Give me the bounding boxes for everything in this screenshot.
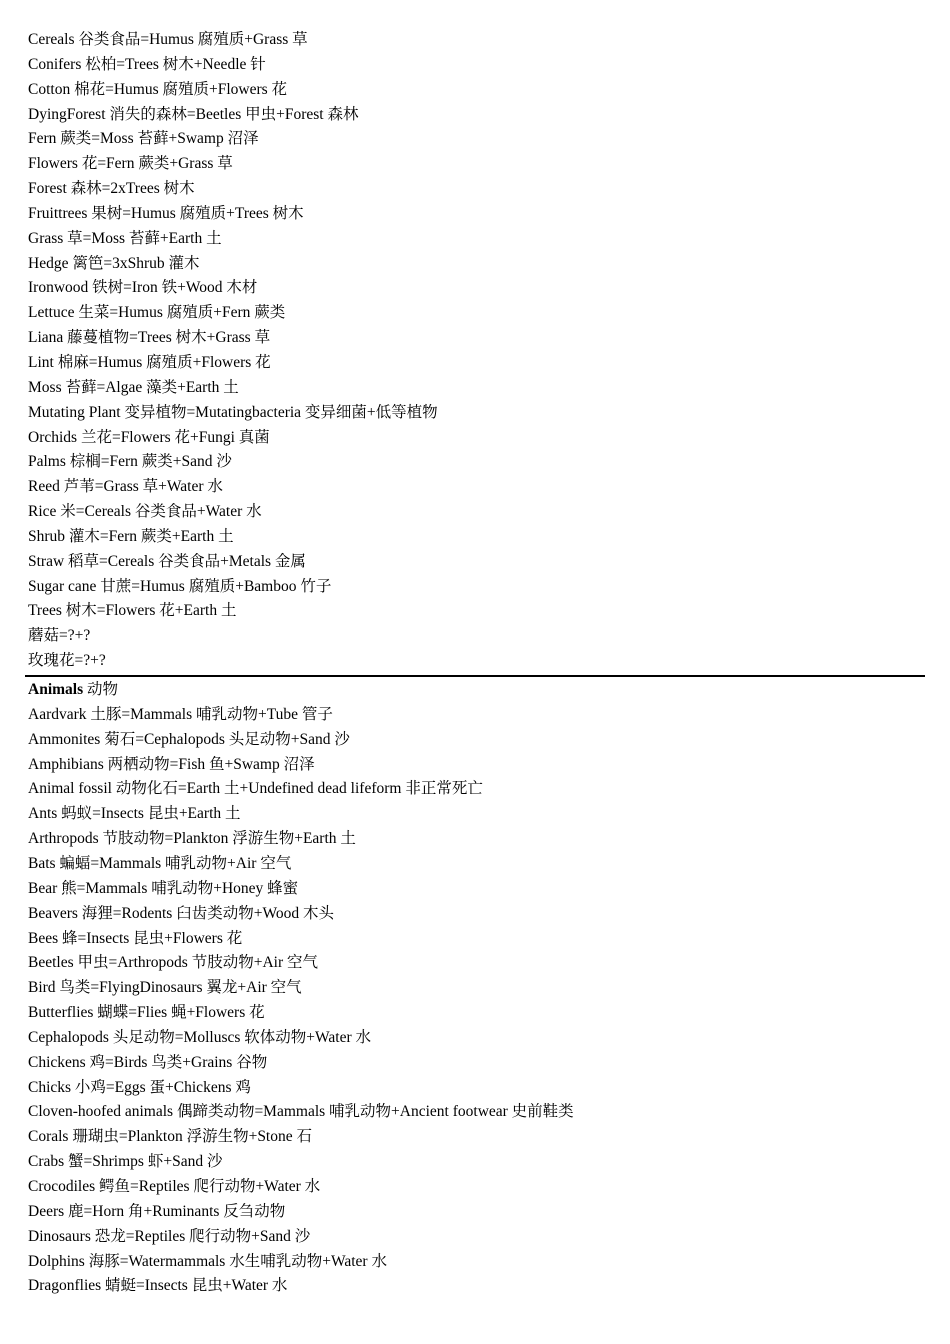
list-item: Cloven-hoofed animals 偶蹄类动物=Mammals 哺乳动物+Ancient footwear 史前鞋类	[28, 1103, 574, 1121]
list-item: Chickens 鸡=Birds 鸟类+Grains 谷物	[28, 1053, 268, 1071]
list-item: Crocodiles 鳄鱼=Reptiles 爬行动物+Water 水	[28, 1177, 321, 1195]
list-item: Arthropods 节肢动物=Plankton 浮游生物+Earth 土	[28, 830, 356, 848]
list-item: Reed 芦苇=Grass 草+Water 水	[28, 478, 223, 496]
animals-list	[0, 703, 950, 1299]
list-item: Beetles 甲虫=Arthropods 节肢动物+Air 空气	[28, 954, 318, 972]
list-item: Amphibians 两栖动物=Fish 鱼+Swamp 沼泽	[28, 755, 315, 773]
list-item: Animal fossil 动物化石=Earth 土+Undefined dead lifeform 非正常死亡	[28, 780, 483, 798]
list-item: Beavers 海狸=Rodents 臼齿类动物+Wood 木头	[28, 904, 334, 922]
list-item: Trees 树木=Flowers 花+Earth 土	[28, 602, 237, 620]
list-item: Ironwood 铁树=Iron 铁+Wood 木材	[28, 279, 258, 297]
list-item: Fern 蕨类=Moss 苔藓+Swamp 沼泽	[28, 130, 259, 148]
list-item: Liana 藤蔓植物=Trees 树木+Grass 草	[28, 329, 271, 347]
list-item: Dinosaurs 恐龙=Reptiles 爬行动物+Sand 沙	[28, 1227, 311, 1245]
list-item: Bees 蜂=Insects 昆虫+Flowers 花	[28, 929, 243, 947]
list-item: Grass 草=Moss 苔藓+Earth 土	[28, 229, 222, 247]
list-item: Mutating Plant 变异植物=Mutatingbacteria 变异细菌+低等植物	[28, 403, 438, 421]
list-item: Ants 蚂蚁=Insects 昆虫+Earth 土	[28, 805, 241, 823]
list-item: Cereals 谷类食品=Humus 腐殖质+Grass 草	[28, 31, 308, 48]
list-item: 蘑菇=?+?	[28, 627, 91, 645]
list-item: Deers 鹿=Horn 角+Ruminants 反刍动物	[28, 1202, 286, 1220]
list-item: Cephalopods 头足动物=Molluscs 软体动物+Water 水	[28, 1028, 371, 1046]
list-item: Lint 棉麻=Humus 腐殖质+Flowers 花	[28, 353, 271, 371]
list-item: 玫瑰花=?+?	[28, 652, 106, 670]
list-item: Forest 森林=2xTrees 树木	[28, 180, 195, 198]
list-item: Shrub 灌木=Fern 蕨类+Earth 土	[28, 527, 234, 545]
list-item: Conifers 松柏=Trees 树木+Needle 针	[28, 55, 266, 73]
list-item: Butterflies 蝴蝶=Flies 蝇+Flowers 花	[28, 1004, 265, 1022]
list-item: Sugar cane 甘蔗=Humus 腐殖质+Bamboo 竹子	[28, 577, 332, 595]
list-item: Palms 棕榈=Fern 蕨类+Sand 沙	[28, 453, 232, 471]
list-item: Straw 稻草=Cereals 谷类食品+Metals 金属	[28, 552, 306, 570]
section-heading-bold: Animals	[28, 680, 84, 698]
list-item: Hedge 篱笆=3xShrub 灌木	[28, 254, 200, 272]
list-item: Corals 珊瑚虫=Plankton 浮游生物+Stone 石	[28, 1128, 312, 1146]
list-item: Aardvark 土豚=Mammals 哺乳动物+Tube 管子	[28, 705, 333, 723]
list-item: Orchids 兰花=Flowers 花+Fungi 真菌	[28, 428, 270, 446]
list-item: Dragonflies 蜻蜓=Insects 昆虫+Water 水	[28, 1277, 288, 1295]
list-item: Rice 米=Cereals 谷类食品+Water 水	[28, 503, 262, 521]
list-item: Fruittrees 果树=Humus 腐殖质+Trees 树木	[28, 204, 304, 222]
list-item: Ammonites 菊石=Cephalopods 头足动物+Sand 沙	[28, 730, 350, 748]
list-item: Crabs 蟹=Shrimps 虾+Sand 沙	[28, 1153, 223, 1171]
list-item: Lettuce 生菜=Humus 腐殖质+Fern 蕨类	[28, 304, 286, 322]
list-item: Bats 蝙蝠=Mammals 哺乳动物+Air 空气	[28, 855, 292, 872]
list-item: Bear 熊=Mammals 哺乳动物+Honey 蜂蜜	[28, 879, 299, 897]
list-item: Bird 鸟类=FlyingDinosaurs 翼龙+Air 空气	[28, 979, 302, 997]
list-item: Dolphins 海豚=Watermammals 水生哺乳动物+Water 水	[28, 1252, 387, 1270]
list-item: Moss 苔藓=Algae 藻类+Earth 土	[28, 378, 239, 396]
document-page	[0, 28, 950, 1299]
list-item: Flowers 花=Fern 蕨类+Grass 草	[28, 155, 233, 173]
plants-list	[0, 28, 950, 674]
list-item: DyingForest 消失的森林=Beetles 甲虫+Forest 森林	[28, 105, 359, 123]
section-heading-rest: 动物	[83, 680, 119, 698]
list-item: Cotton 棉花=Humus 腐殖质+Flowers 花	[28, 80, 288, 98]
section-heading	[0, 677, 950, 703]
list-item: Chicks 小鸡=Eggs 蛋+Chickens 鸡	[28, 1078, 251, 1096]
